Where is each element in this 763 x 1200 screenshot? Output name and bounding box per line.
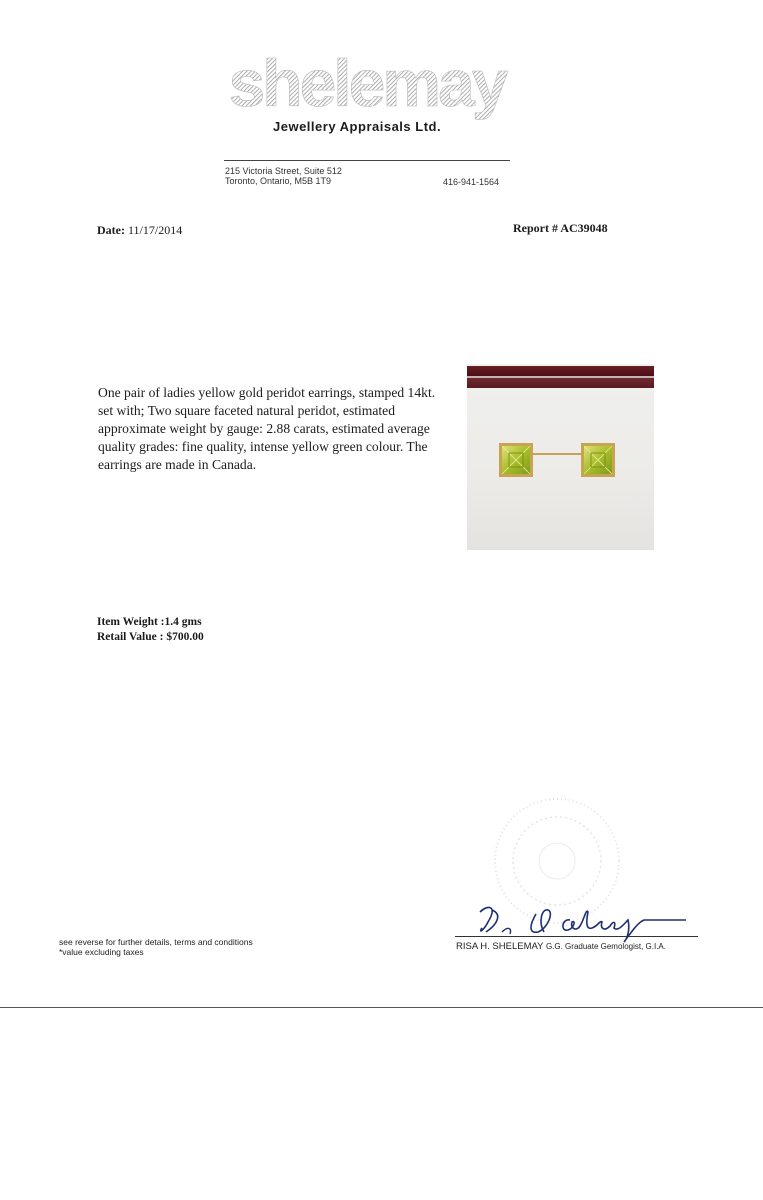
- item-photo: [467, 364, 654, 550]
- retail-value: [97, 631, 204, 643]
- logo-wordmark: shelemay: [228, 46, 506, 120]
- item-description: One pair of ladies yellow gold peridot earrings, stamped 14kt. set with; Two square faceted natural peridot, estimated approximate weight by gauge: 2.88 carats, estimated average quality grades: fine quality, intense yellow green colour. The earrings are made in Canada.: [98, 385, 436, 472]
- weight-value: 1.4 gms: [164, 616, 202, 628]
- date-label: Date:: [97, 223, 125, 237]
- address-line-2: Toronto, Ontario, M5B 1T9: [225, 176, 332, 186]
- signature-line: [455, 936, 698, 937]
- company-name: Jewellery Appraisals Ltd.: [273, 119, 442, 134]
- report-number-label: Report #: [513, 221, 558, 235]
- report-date: [97, 223, 182, 238]
- tax-note: *value excluding taxes: [59, 947, 144, 957]
- item-weight: [97, 616, 202, 628]
- report-number-value: AC39048: [560, 221, 608, 235]
- page-divider: [0, 1007, 763, 1008]
- terms-note: see reverse for further details, terms and conditions: [59, 937, 253, 947]
- weight-label: Item Weight :: [97, 616, 165, 628]
- report-number: [513, 221, 608, 236]
- signature-icon: [458, 898, 690, 944]
- retail-label: Retail Value :: [97, 631, 164, 643]
- earrings-icon: [467, 364, 654, 550]
- right-earring: [581, 443, 615, 477]
- shelemay-logo-icon: [228, 46, 506, 120]
- signer-credentials: G.G. Graduate Gemologist, G.I.A.: [545, 942, 666, 951]
- address-divider: [224, 160, 510, 161]
- phone-number: 416-941-1564: [443, 177, 500, 187]
- retail-amount: $700.00: [166, 631, 204, 643]
- signer-name: RISA H. SHELEMAY: [456, 941, 544, 952]
- left-earring: [499, 443, 533, 477]
- address-line-1: 215 Victoria Street, Suite 512: [225, 166, 342, 176]
- signer: [456, 941, 666, 952]
- date-value: 11/17/2014: [127, 223, 183, 237]
